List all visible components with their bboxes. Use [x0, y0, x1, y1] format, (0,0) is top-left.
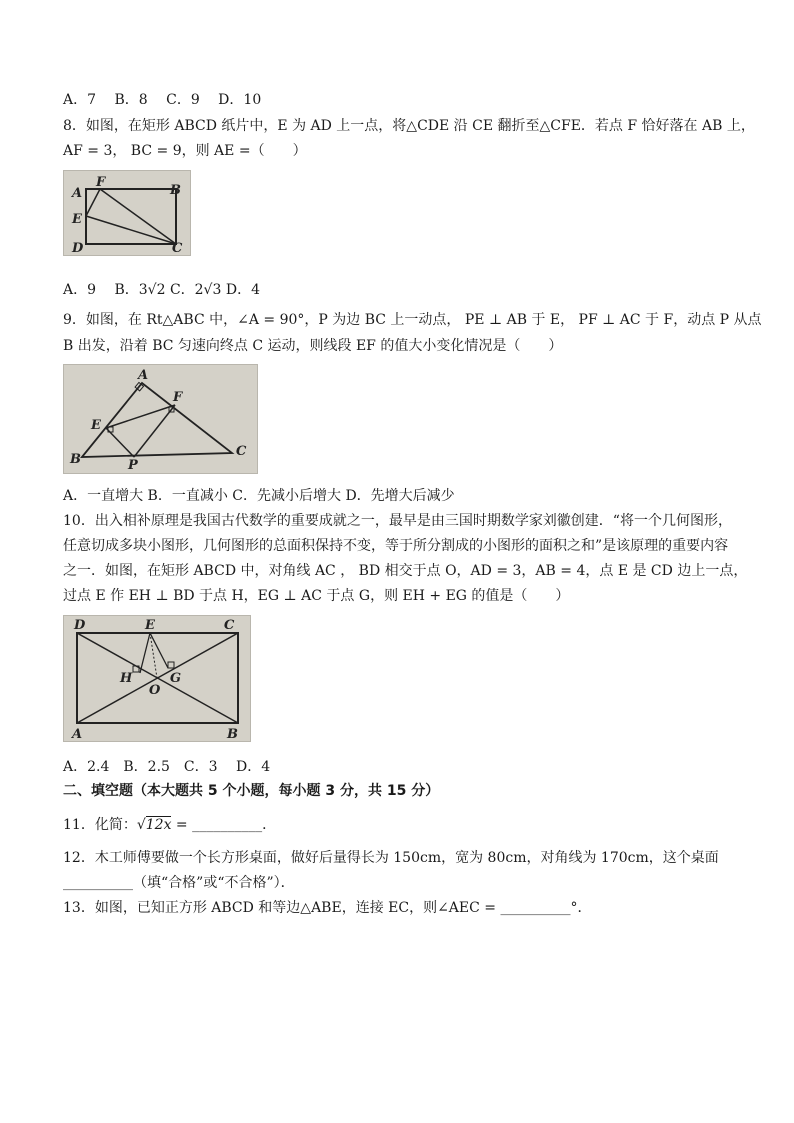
q9-label-B: B [70, 452, 81, 467]
q9-label-F: F [173, 390, 183, 405]
q8-stem-line1: 8．如图，在矩形 ABCD 纸片中，E 为 AD 上一点，将△CDE 沿 CE 翻折至△CFE．若点 F 恰好落在 AB 上， [63, 118, 755, 134]
q13-stem-line1: 13．如图，已知正方形 ABCD 和等边△ABE，连接 EC，则∠AEC = __________°． [63, 900, 592, 916]
q10-stem-line2: 任意切成多块小图形，几何图形的总面积保持不变，等于所分割成的小图形的面积之和”是该原理的重要内容 [63, 538, 729, 554]
q8-label-B: B [170, 183, 181, 198]
q8-figure [63, 170, 191, 256]
q9-stem-line1: 9．如图，在 Rt△ABC 中，∠A = 90°，P 为边 BC 上一动点， PE ⊥ AB 于 E， PF ⊥ AC 于 F，动点 P 从点 [63, 312, 762, 328]
q8-options: A．9 B．3√2 C．2√3 D．4 [63, 282, 260, 298]
q8-label-C: C [172, 241, 183, 256]
q9-figure [63, 364, 258, 474]
q7-options: A．7 B．8 C．9 D．10 [63, 92, 262, 108]
q12-stem-line2: __________（填“合格”或“不合格”）． [63, 875, 295, 891]
q11-prefix: 11．化简： [63, 817, 137, 833]
q10-figure [63, 615, 251, 742]
q10-label-H: H [120, 671, 133, 686]
q9-label-C: C [236, 444, 247, 459]
q9-options: A．一直增大 B．一直减小 C．先减小后增大 D．先增大后减少 [63, 488, 455, 504]
q10-label-O: O [149, 683, 161, 698]
q9-stem-line2: B 出发，沿着 BC 匀速向终点 C 运动，则线段 EF 的值大小变化情况是（ ） [63, 338, 563, 354]
q10-stem-line3: 之一．如图，在矩形 ABCD 中，对角线 AC ， BD 相交于点 O，AD = 3，AB = 4，点 E 是 CD 边上一点， [63, 563, 748, 579]
q8-label-D: D [72, 241, 84, 256]
q11-sqrt-icon: √ [136, 817, 146, 833]
q11-suffix: = __________． [171, 817, 277, 833]
q10-options: A．2.4 B．2.5 C．3 D．4 [63, 759, 271, 775]
q11-radicand: 12x [145, 817, 172, 833]
q10-label-G: G [170, 671, 182, 686]
q10-figure-drawing [64, 616, 252, 743]
q10-label-A: A [72, 727, 83, 742]
q10-label-B: B [227, 727, 238, 742]
q8-label-A: A [72, 186, 83, 201]
q8-label-E: E [72, 212, 82, 227]
q8-stem-line2: AF = 3， BC = 9，则 AE =（ ） [63, 143, 307, 159]
q11-line [63, 816, 276, 834]
q8-figure-drawing [64, 171, 192, 257]
section2-title: 二、填空题（本大题共 5 个小题，每小题 3 分，共 15 分） [63, 783, 440, 799]
q10-stem-line1: 10．出入相补原理是我国古代数学的重要成就之一，最早是由三国时期数学家刘徽创建．“将一个几何图形， [63, 513, 732, 529]
q10-label-D: D [74, 618, 86, 633]
q10-label-E: E [145, 618, 155, 633]
q8-label-F: F [96, 175, 106, 190]
q9-label-E: E [91, 418, 101, 433]
q9-figure-drawing [64, 365, 259, 475]
q12-stem-line1: 12．木工师傅要做一个长方形桌面，做好后量得长为 150cm，宽为 80cm，对角线为 170cm，这个桌面 [63, 850, 719, 866]
q9-label-A: A [138, 368, 149, 383]
q10-label-C: C [224, 618, 235, 633]
q10-stem-line4: 过点 E 作 EH ⊥ BD 于点 H，EG ⊥ AC 于点 G，则 EH + EG 的值是（ ） [63, 588, 570, 604]
q9-label-P: P [128, 458, 138, 473]
